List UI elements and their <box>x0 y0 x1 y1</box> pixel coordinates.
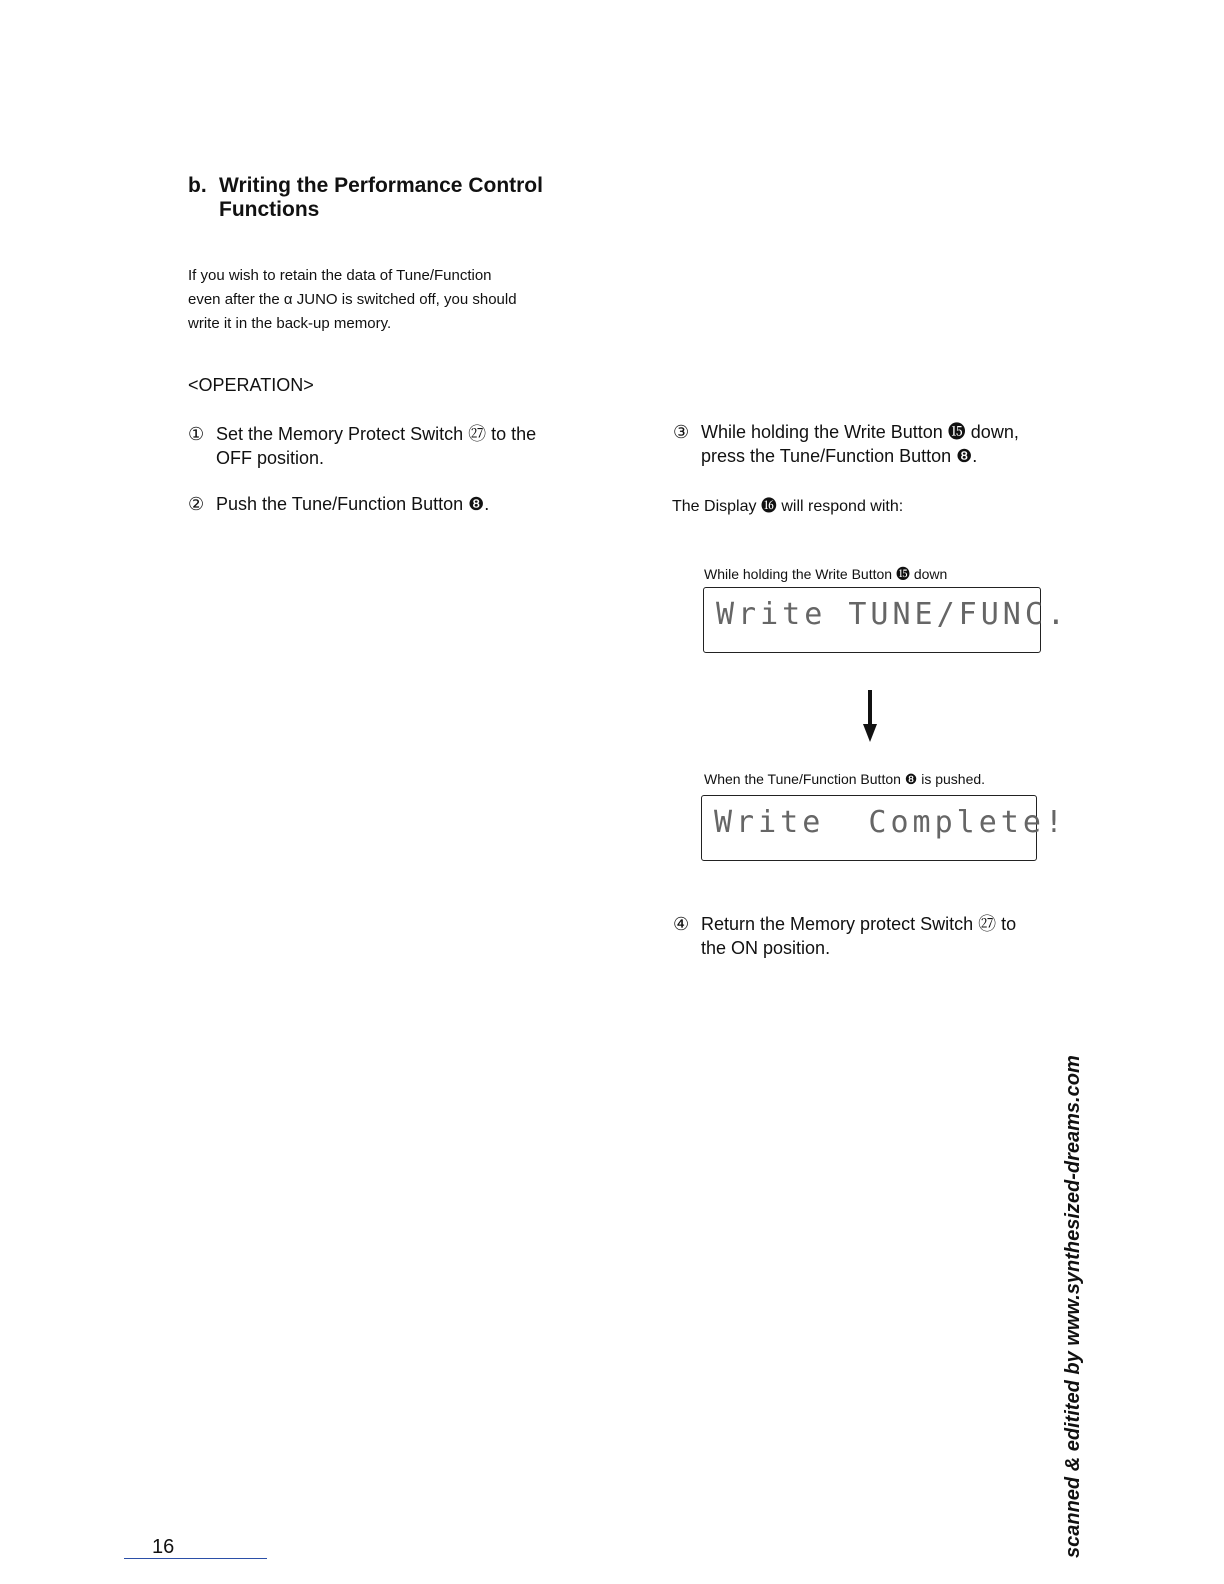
intro-line: write it in the back-up memory. <box>188 315 392 332</box>
step-2 <box>188 492 608 518</box>
step-text-line: While holding the Write Button ⓯ down, <box>701 422 1019 442</box>
page-number: 16 <box>152 1536 175 1558</box>
step-text-line: OFF position. <box>216 448 325 468</box>
lcd-display-2 <box>701 795 1067 861</box>
section-title-line1: Writing the Performance Control <box>219 174 543 197</box>
step-4 <box>673 912 1093 962</box>
lcd-display-1 <box>703 587 1069 653</box>
operation-heading: <OPERATION> <box>188 375 314 395</box>
section-title-line2: Functions <box>219 198 320 221</box>
page-number-underline <box>124 1558 267 1559</box>
step-text-line: Set the Memory Protect Switch ㉗ to the <box>216 424 537 444</box>
step-number: ④ <box>673 914 690 934</box>
down-arrow-icon <box>860 690 880 747</box>
intro-paragraph <box>188 264 608 336</box>
lcd-display-2-text: Write Complete! <box>714 805 1067 840</box>
scan-credit-text: scanned & editited by www.synthesized-dreams.com <box>1062 1055 1084 1558</box>
lcd-display-1-text: Write TUNE/FUNC. <box>716 597 1069 632</box>
step-text-line: the ON position. <box>701 938 831 958</box>
intro-line: If you wish to retain the data of Tune/Function <box>188 267 492 284</box>
step-text-line: Return the Memory protect Switch ㉗ to <box>701 914 1017 934</box>
intro-line: even after the α JUNO is switched off, you should <box>188 291 517 308</box>
display2-caption: When the Tune/Function Button ❽ is pushed. <box>704 771 986 787</box>
step-1 <box>188 422 608 472</box>
display-response-text: The Display ⓰ will respond with: <box>672 498 904 515</box>
step-number: ① <box>188 424 205 444</box>
step-number: ③ <box>673 422 690 442</box>
step-number: ② <box>188 494 205 514</box>
step-text-line: press the Tune/Function Button ❽. <box>701 446 978 466</box>
step-text-line: Push the Tune/Function Button ❽. <box>216 494 490 514</box>
section-label: b. <box>188 174 207 197</box>
display1-caption: While holding the Write Button ⓯ down <box>704 566 948 582</box>
step-3 <box>673 420 1093 470</box>
